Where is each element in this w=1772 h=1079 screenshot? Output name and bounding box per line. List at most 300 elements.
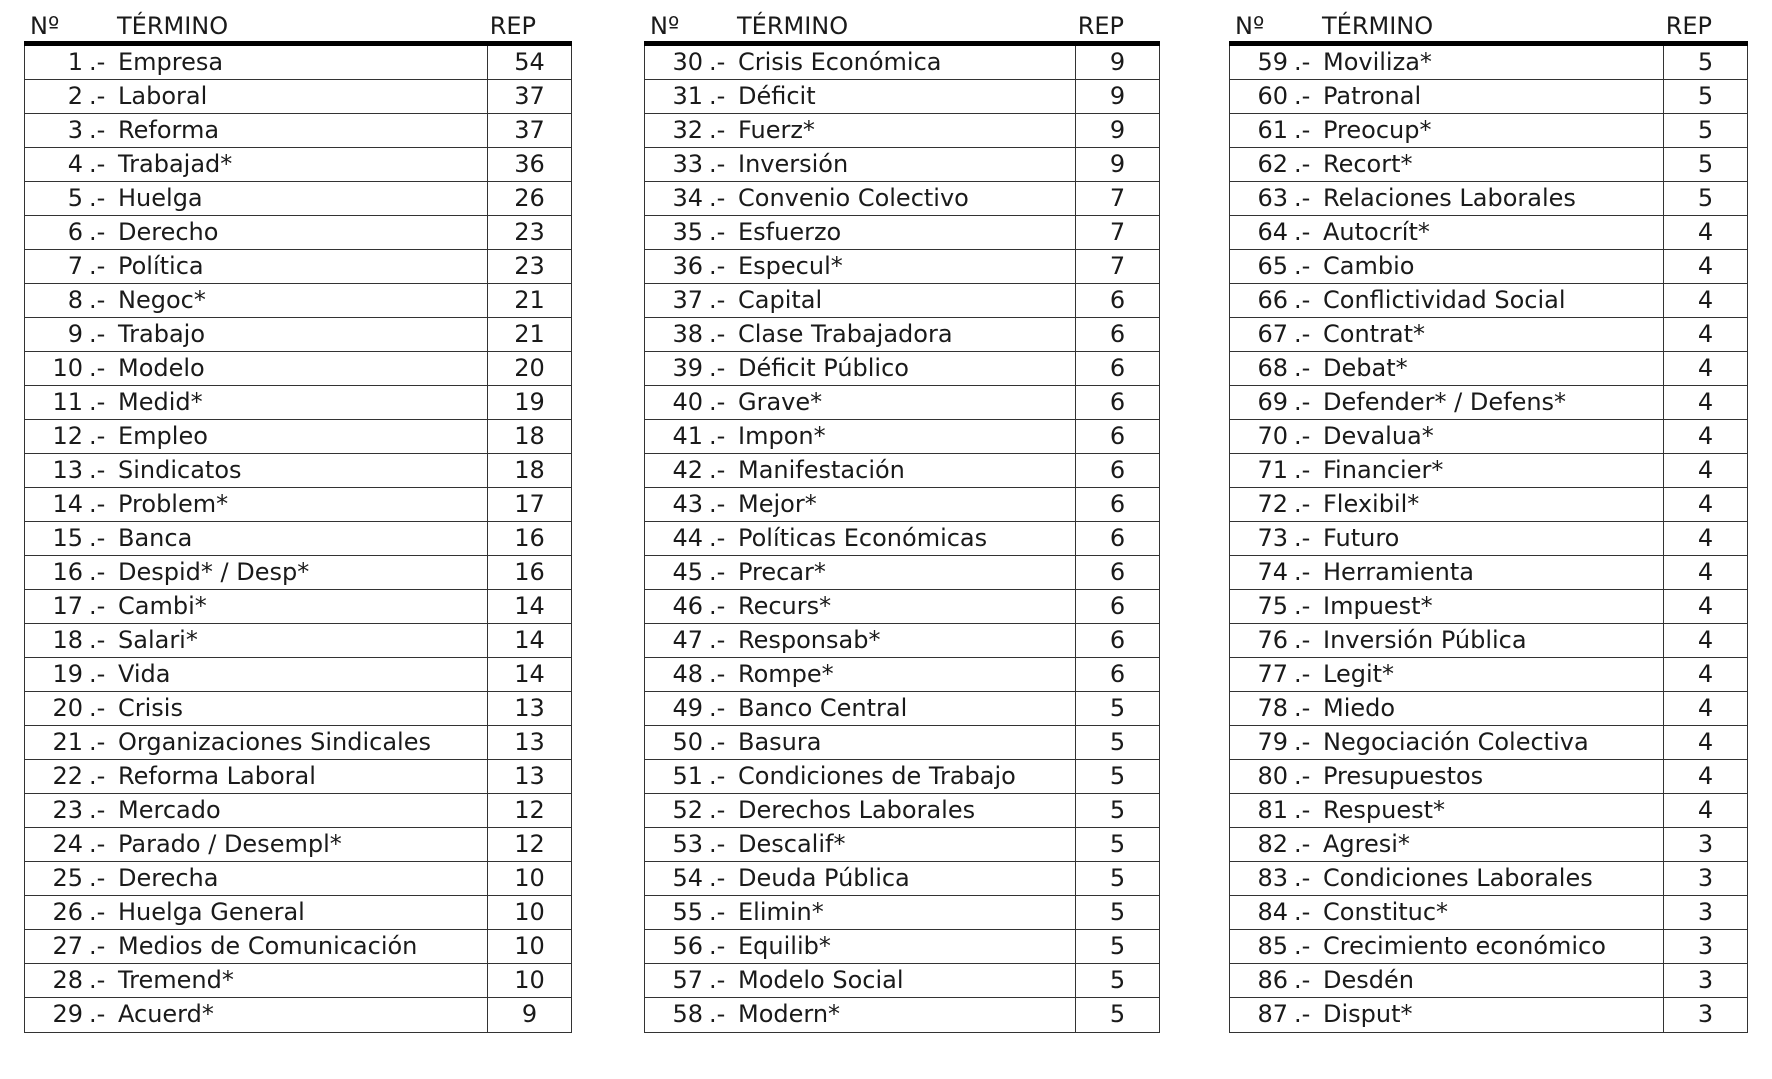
row-term: Conflictividad Social [1323,286,1566,314]
table-row [25,726,571,760]
row-number: 25 [52,864,83,892]
row-separator: .- [89,354,106,382]
row-separator: .- [89,150,106,178]
row-number: 16 [52,558,83,586]
header-rep: REP [1665,12,1712,40]
table-body [24,46,572,1033]
table-row [1230,454,1747,488]
row-rep: 7 [1075,182,1159,215]
table-row [1230,216,1747,250]
row-separator: .- [89,728,106,756]
table-row [645,556,1159,590]
row-rep: 3 [1663,930,1747,963]
row-number: 32 [672,116,703,144]
row-rep: 3 [1663,964,1747,997]
row-rep: 23 [487,216,571,249]
row-separator: .- [709,218,726,246]
table-row [645,862,1159,896]
table-row [1230,386,1747,420]
row-separator: .- [89,82,106,110]
row-rep: 12 [487,794,571,827]
row-separator: .- [89,694,106,722]
table-row [1230,522,1747,556]
row-rep: 4 [1663,726,1747,759]
row-number: 53 [672,830,703,858]
row-number: 82 [1257,830,1288,858]
row-number: 37 [672,286,703,314]
row-rep: 4 [1663,216,1747,249]
row-rep: 6 [1075,624,1159,657]
row-number: 17 [52,592,83,620]
table-row [25,964,571,998]
row-separator: .- [709,48,726,76]
row-term: Contrat* [1323,320,1426,348]
row-term: Reforma Laboral [118,762,316,790]
table-row [645,216,1159,250]
row-term: Precar* [738,558,826,586]
row-term: Huelga General [118,898,305,926]
row-number: 73 [1257,524,1288,552]
row-term: Impon* [738,422,826,450]
table-header [24,8,572,46]
table-row [25,828,571,862]
term-table-3 [1229,8,1748,1033]
row-term: Impuest* [1323,592,1433,620]
row-number: 50 [672,728,703,756]
row-term: Basura [738,728,822,756]
row-number: 43 [672,490,703,518]
row-number: 30 [672,48,703,76]
row-number: 14 [52,490,83,518]
row-number: 51 [672,762,703,790]
table-row [645,760,1159,794]
row-number: 4 [67,150,83,178]
row-rep: 4 [1663,556,1747,589]
row-separator: .- [89,762,106,790]
row-term: Banca [118,524,193,552]
row-rep: 5 [1075,692,1159,725]
row-term: Modern* [738,1000,841,1028]
row-separator: .- [709,728,726,756]
row-number: 27 [52,932,83,960]
table-row [1230,352,1747,386]
row-separator: .- [1294,184,1311,212]
row-separator: .- [709,932,726,960]
row-number: 65 [1257,252,1288,280]
row-number: 29 [52,1000,83,1028]
row-number: 39 [672,354,703,382]
table-row [1230,590,1747,624]
row-separator: .- [709,422,726,450]
row-number: 61 [1257,116,1288,144]
table-row [1230,284,1747,318]
row-separator: .- [709,252,726,280]
row-term: Parado / Desempl* [118,830,342,858]
row-rep: 20 [487,352,571,385]
row-separator: .- [1294,932,1311,960]
row-separator: .- [709,558,726,586]
row-number: 5 [67,184,83,212]
row-number: 45 [672,558,703,586]
row-number: 40 [672,388,703,416]
row-separator: .- [89,48,106,76]
row-rep: 9 [1075,148,1159,181]
row-rep: 4 [1663,352,1747,385]
row-separator: .- [89,1000,106,1028]
row-separator: .- [89,966,106,994]
row-term: Empresa [118,48,224,76]
row-term: Mejor* [738,490,817,518]
row-term: Rompe* [738,660,834,688]
row-number: 77 [1257,660,1288,688]
row-separator: .- [709,116,726,144]
row-rep: 5 [1075,896,1159,929]
row-term: Legit* [1323,660,1395,688]
row-rep: 37 [487,80,571,113]
row-term: Herramienta [1323,558,1474,586]
row-rep: 6 [1075,658,1159,691]
row-term: Inversión [738,150,849,178]
row-term: Acuerd* [118,1000,214,1028]
row-separator: .- [89,898,106,926]
row-number: 62 [1257,150,1288,178]
table-row [25,794,571,828]
row-term: Inversión Pública [1323,626,1527,654]
table-row [1230,692,1747,726]
row-separator: .- [1294,660,1311,688]
table-row [1230,488,1747,522]
row-term: Grave* [738,388,823,416]
table-row [1230,80,1747,114]
table-row [645,726,1159,760]
table-row [1230,318,1747,352]
row-term: Defender* / Defens* [1323,388,1567,416]
row-separator: .- [1294,728,1311,756]
row-separator: .- [1294,626,1311,654]
table-row [645,896,1159,930]
table-row [25,998,571,1032]
row-term: Patronal [1323,82,1422,110]
row-rep: 4 [1663,386,1747,419]
row-separator: .- [89,626,106,654]
row-term: Huelga [118,184,203,212]
row-number: 28 [52,966,83,994]
table-row [25,454,571,488]
row-number: 44 [672,524,703,552]
row-number: 57 [672,966,703,994]
row-rep: 54 [487,46,571,79]
row-number: 2 [67,82,83,110]
row-term: Condiciones de Trabajo [738,762,1016,790]
row-number: 33 [672,150,703,178]
row-rep: 14 [487,624,571,657]
row-term: Crisis Económica [738,48,942,76]
row-rep: 3 [1663,998,1747,1032]
row-separator: .- [709,524,726,552]
row-separator: .- [709,660,726,688]
row-number: 56 [672,932,703,960]
row-term: Reforma [118,116,220,144]
row-separator: .- [1294,762,1311,790]
row-rep: 5 [1075,828,1159,861]
row-separator: .- [1294,422,1311,450]
table-body [1229,46,1748,1033]
table-row [1230,726,1747,760]
row-number: 12 [52,422,83,450]
table-row [1230,794,1747,828]
row-term: Debat* [1323,354,1408,382]
row-rep: 37 [487,114,571,147]
row-rep: 3 [1663,828,1747,861]
table-row [645,250,1159,284]
row-separator: .- [89,184,106,212]
row-term: Salari* [118,626,198,654]
row-rep: 4 [1663,522,1747,555]
table-row [645,352,1159,386]
row-rep: 9 [1075,114,1159,147]
table-row [25,352,571,386]
table-row [645,114,1159,148]
row-separator: .- [89,830,106,858]
row-rep: 6 [1075,488,1159,521]
table-row [25,862,571,896]
row-separator: .- [709,626,726,654]
row-number: 79 [1257,728,1288,756]
row-rep: 4 [1663,760,1747,793]
row-separator: .- [1294,830,1311,858]
row-separator: .- [89,456,106,484]
row-rep: 5 [1075,794,1159,827]
row-separator: .- [89,796,106,824]
row-rep: 9 [487,998,571,1032]
term-table-2 [644,8,1160,1033]
row-rep: 5 [1075,862,1159,895]
row-separator: .- [1294,320,1311,348]
row-number: 54 [672,864,703,892]
row-rep: 36 [487,148,571,181]
row-number: 48 [672,660,703,688]
row-rep: 13 [487,692,571,725]
row-number: 52 [672,796,703,824]
row-separator: .- [709,966,726,994]
row-term: Equilib* [738,932,831,960]
row-rep: 5 [1663,182,1747,215]
table-row [25,182,571,216]
row-term: Medios de Comunicación [118,932,418,960]
row-number: 60 [1257,82,1288,110]
row-separator: .- [1294,1000,1311,1028]
table-row [645,930,1159,964]
row-number: 13 [52,456,83,484]
table-row [1230,420,1747,454]
row-number: 18 [52,626,83,654]
row-term: Descalif* [738,830,846,858]
table-row [25,760,571,794]
row-rep: 4 [1663,318,1747,351]
row-separator: .- [709,490,726,518]
table-row [645,318,1159,352]
row-term: Derecha [118,864,219,892]
table-row [25,522,571,556]
row-term: Política [118,252,204,280]
row-term: Manifestación [738,456,905,484]
row-separator: .- [709,898,726,926]
row-term: Políticas Económicas [738,524,988,552]
row-separator: .- [89,864,106,892]
row-separator: .- [1294,286,1311,314]
table-row [645,386,1159,420]
row-number: 3 [67,116,83,144]
row-term: Déficit Público [738,354,909,382]
row-rep: 5 [1075,998,1159,1032]
table-row [645,658,1159,692]
row-rep: 12 [487,828,571,861]
row-number: 66 [1257,286,1288,314]
row-separator: .- [709,592,726,620]
row-rep: 3 [1663,896,1747,929]
row-term: Disput* [1323,1000,1413,1028]
row-separator: .- [89,490,106,518]
row-number: 20 [52,694,83,722]
row-separator: .- [1294,82,1311,110]
row-rep: 26 [487,182,571,215]
row-rep: 18 [487,420,571,453]
table-row [645,522,1159,556]
row-separator: .- [89,252,106,280]
row-rep: 4 [1663,692,1747,725]
row-rep: 4 [1663,624,1747,657]
row-number: 86 [1257,966,1288,994]
row-rep: 5 [1663,80,1747,113]
row-number: 74 [1257,558,1288,586]
row-number: 87 [1257,1000,1288,1028]
row-number: 38 [672,320,703,348]
row-term: Especul* [738,252,843,280]
row-number: 35 [672,218,703,246]
row-rep: 18 [487,454,571,487]
table-row [1230,46,1747,80]
table-row [1230,556,1747,590]
row-term: Negoc* [118,286,206,314]
row-term: Banco Central [738,694,908,722]
row-number: 8 [67,286,83,314]
row-separator: .- [89,218,106,246]
row-number: 21 [52,728,83,756]
row-number: 71 [1257,456,1288,484]
table-row [1230,964,1747,998]
row-term: Derecho [118,218,219,246]
row-number: 24 [52,830,83,858]
row-rep: 13 [487,726,571,759]
row-separator: .- [709,320,726,348]
table-row [25,216,571,250]
row-separator: .- [1294,150,1311,178]
table-row [25,590,571,624]
row-separator: .- [1294,796,1311,824]
row-number: 59 [1257,48,1288,76]
row-number: 41 [672,422,703,450]
row-separator: .- [709,456,726,484]
row-rep: 4 [1663,420,1747,453]
table-row [645,794,1159,828]
row-term: Deuda Pública [738,864,910,892]
row-number: 63 [1257,184,1288,212]
row-separator: .- [89,932,106,960]
row-separator: .- [89,524,106,552]
header-num: Nº [30,12,60,40]
row-term: Vida [118,660,171,688]
table-row [645,80,1159,114]
row-rep: 23 [487,250,571,283]
row-rep: 5 [1663,148,1747,181]
row-term: Trabajo [118,320,205,348]
row-number: 46 [672,592,703,620]
row-number: 67 [1257,320,1288,348]
row-term: Derechos Laborales [738,796,976,824]
row-separator: .- [1294,388,1311,416]
term-table-1 [24,8,572,1033]
row-number: 42 [672,456,703,484]
row-separator: .- [1294,864,1311,892]
row-term: Problem* [118,490,229,518]
row-rep: 3 [1663,862,1747,895]
row-rep: 4 [1663,488,1747,521]
table-row [25,46,571,80]
row-term: Cambio [1323,252,1415,280]
row-term: Empleo [118,422,208,450]
row-rep: 6 [1075,590,1159,623]
row-term: Mercado [118,796,221,824]
table-header [644,8,1160,46]
row-number: 15 [52,524,83,552]
row-number: 47 [672,626,703,654]
row-separator: .- [709,694,726,722]
row-number: 9 [67,320,83,348]
table-row [25,930,571,964]
row-rep: 4 [1663,794,1747,827]
row-number: 10 [52,354,83,382]
row-term: Negociación Colectiva [1323,728,1589,756]
row-separator: .- [89,286,106,314]
row-rep: 5 [1075,964,1159,997]
row-term: Tremend* [118,966,234,994]
row-rep: 6 [1075,352,1159,385]
row-separator: .- [1294,490,1311,518]
row-term: Respuest* [1323,796,1445,824]
table-row [25,318,571,352]
row-term: Recurs* [738,592,832,620]
row-separator: .- [709,354,726,382]
table-row [1230,998,1747,1032]
row-term: Presupuestos [1323,762,1484,790]
table-row [645,46,1159,80]
row-separator: .- [1294,524,1311,552]
table-header [1229,8,1748,46]
table-row [645,182,1159,216]
row-separator: .- [709,388,726,416]
row-rep: 6 [1075,454,1159,487]
table-row [1230,896,1747,930]
row-number: 55 [672,898,703,926]
row-rep: 5 [1075,726,1159,759]
row-separator: .- [1294,694,1311,722]
row-term: Convenio Colectivo [738,184,969,212]
row-separator: .- [89,592,106,620]
row-rep: 4 [1663,250,1747,283]
row-separator: .- [1294,966,1311,994]
table-row [645,454,1159,488]
row-rep: 7 [1075,216,1159,249]
